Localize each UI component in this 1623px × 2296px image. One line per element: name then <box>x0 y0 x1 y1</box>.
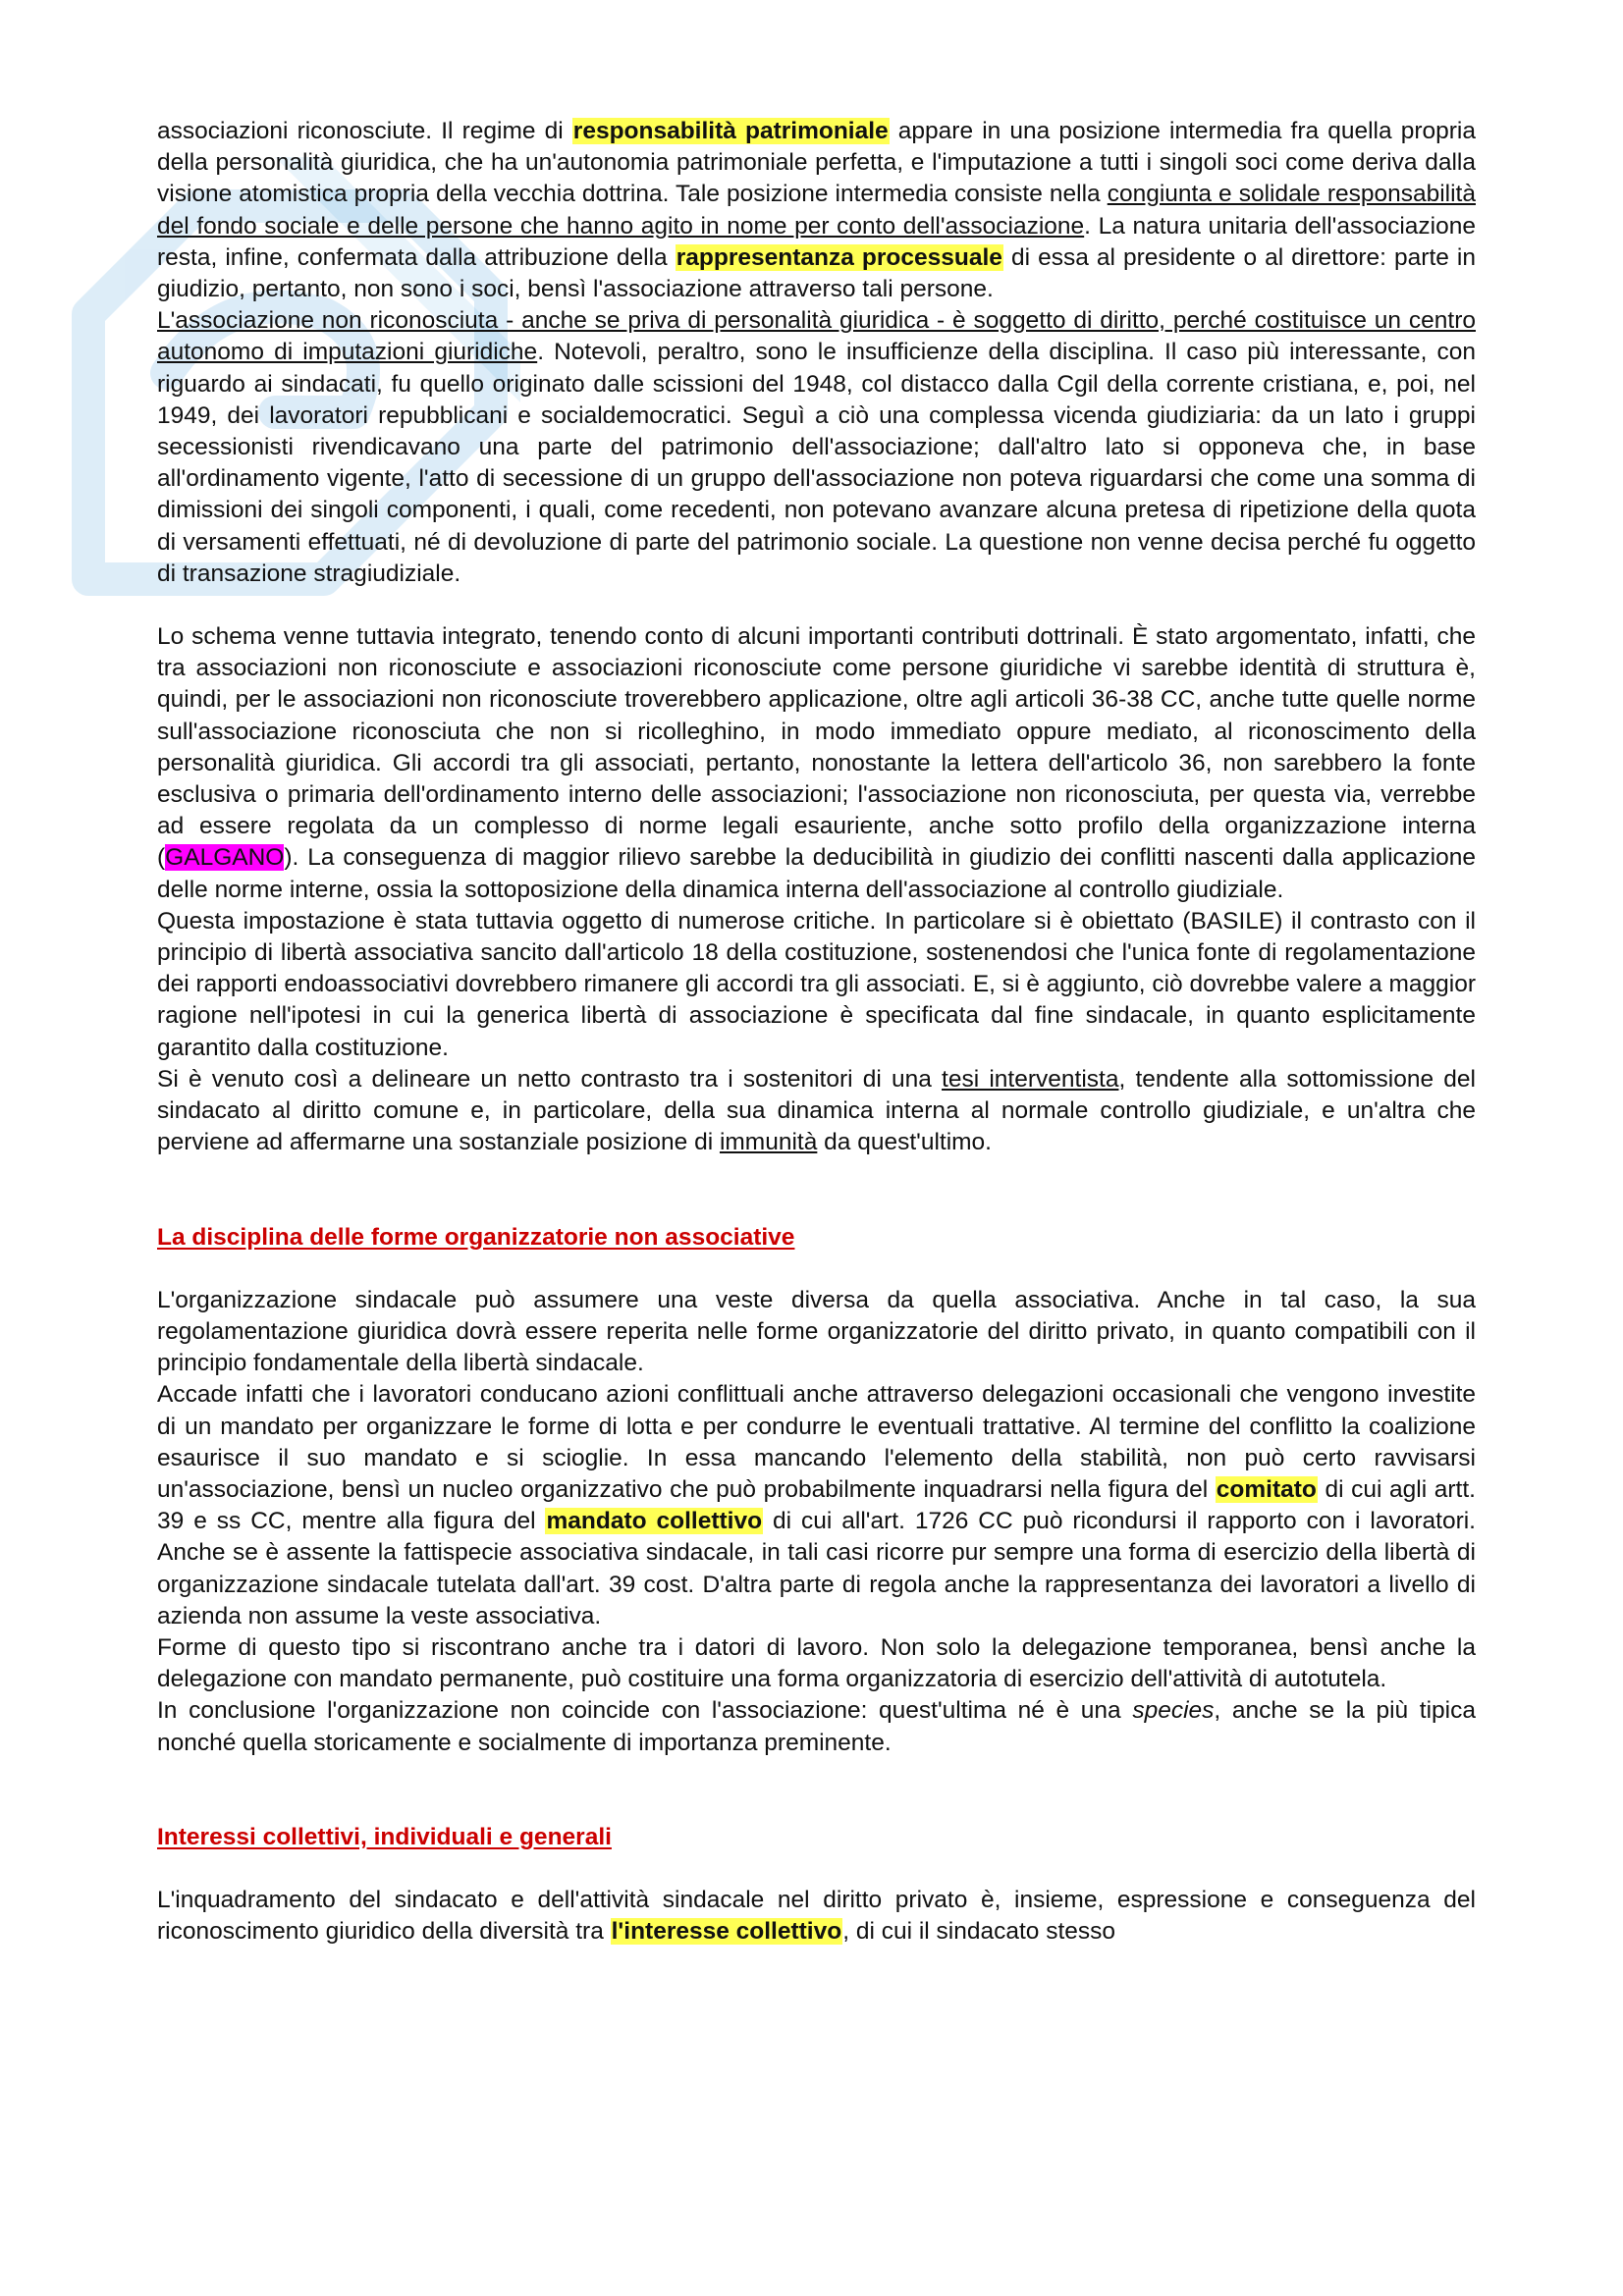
paragraph-schema-integrato: Lo schema venne tuttavia integrato, tenendo conto di alcuni importanti contributi dottrinali. È stato argomentato, infatti, che tra associazioni non riconosciute e associazioni riconosciute come persone giuridiche vi sarebbe identità di struttura è, quindi, per le associazioni non riconosciute troverebbero applicazione, oltre agli articoli 36-38 CC, anche tutte quelle norme sull'associazione riconosciuta che non si ricolleghino, in modo immediato oppure mediato, al riconoscimento della personalità giuridica. Gli accordi tra gli associati, pertanto, nonostante la lettera dell'articolo 36, non sarebbero la fonte esclusiva o primaria dell'ordinamento interno delle associazioni; l'associazione non riconosciuta, per questa via, verrebbe ad essere regolata da un complesso di norme legali esauriente, anche sotto profilo della organizzazione interna (GALGANO). La conseguenza di maggior rilievo sarebbe la deducibilità in giudizio dei conflitti nascenti dalla applicazione delle norme interne, ossia la sottoposizione della dinamica interna dell'associazione al controllo giudiziale. <box>157 623 1476 903</box>
highlight-interesse-collettivo: l'interesse collettivo <box>611 1918 842 1946</box>
paragraph-contrasto: Si è venuto così a delineare un netto contrasto tra i sostenitori di una tesi interventista, tendente alla sottomissione del sindacato al diritto comune e, in particolare, della sua dinamica interna al normale controllo giudiziale, e un'altra che perviene ad affermarne una sostanziale posizione di immunità da quest'ultimo. <box>157 1065 1476 1156</box>
paragraph-conclusione: In conclusione l'organizzazione non coincide con l'associazione: quest'ultima né è una species, anche se la più tipica nonché quella storicamente e socialmente di importanza preminente. <box>157 1697 1476 1756</box>
highlight-rappresentanza-processuale: rappresentanza processuale <box>676 243 1002 271</box>
paragraph-critiche: Questa impostazione è stata tuttavia oggetto di numerose critiche. In particolare si è obiettato (BASILE) il contrasto con il principio di libertà associativa sancito dall'articolo 18 della costituzione, sostenendosi che l'unica fonte di regolamentazione dei rapporti endoassociativi dovrebbero rimanere gli accordi tra gli associati. E, si è aggiunto, ciò dovrebbe valere a maggior ragione nell'ipotesi in cui la generica libertà di associazione è specificata dal fine sindacale, in quanto esplicitamente garantito dalla costituzione. <box>157 907 1476 1061</box>
highlight-comitato: comitato <box>1216 1475 1317 1503</box>
section-heading-interessi: Interessi collettivi, individuali e generali <box>157 1823 612 1850</box>
highlight-mandato-collettivo: mandato collettivo <box>546 1508 763 1535</box>
underline-soggetto-diritto: L'associazione non riconosciuta - anche se priva di personalità giuridica - è soggetto di diritto, perché costituisce un centro autonomo di imputazioni giuridiche <box>157 307 1476 366</box>
underline-tesi-interventista: tesi interventista <box>942 1065 1119 1093</box>
paragraph-delegazioni: Accade infatti che i lavoratori conducano azioni conflittuali anche attraverso delegazioni occasionali che vengono investite di un mandato per organizzare le forme di lotta e per condurre le eventuali trattative. Al termine del conflitto la coalizione esaurisce il suo mandato e si scioglie. In essa mancando l'elemento della stabilità, non può certo ravvisarsi un'associazione, bensì un nucleo organizzativo che può probabilmente inquadrarsi nella figura del comitato di cui agli artt. 39 e ss CC, mentre alla figura del mandato collettivo di cui all'art. 1726 CC può ricondursi il rapporto con i lavoratori. Anche se è assente la fattispecie associativa sindacale, in tali casi ricorre pur sempre una forma di esercizio della libertà di organizzazione sindacale tutelata dall'art. 39 cost. D'altra parte di regola anche la rappresentanza dei lavoratori a livello di azienda non assume la veste associativa. <box>157 1381 1476 1629</box>
highlight-galgano: GALGANO <box>165 844 285 872</box>
highlight-responsabilita-patrimoniale: responsabilità patrimoniale <box>572 118 889 144</box>
paragraph-organizzazione-sindacale: L'organizzazione sindacale può assumere una veste diversa da quella associativa. Anche in tal caso, la sua regolamentazione giuridica dovrà essere reperita nelle forme organizzatorie del diritto privato, in quanto compatibili con il principio fondamentale della libertà sindacale. <box>157 1286 1476 1377</box>
paragraph-soggetto-diritto: L'associazione non riconosciuta - anche se priva di personalità giuridica - è soggetto di diritto, perché costituisce un centro autonomo di imputazioni giuridiche. Notevoli, peraltro, sono le insufficienze della disciplina. Il caso più interessante, con riguardo ai sindacati, fu quello originato dalle scissioni del 1948, col distacco dalla Cgil della corrente cristiana, e, poi, nel 1949, dei lavoratori repubblicani e socialdemocratici. Seguì a ciò una complessa vicenda giudiziaria: da un lato i gruppi secessionisti rivendicavano una parte del patrimonio dell'associazione; dall'altro lato si opponeva che, in base all'ordinamento vigente, l'atto di secessione di un gruppo dell'associazione non poteva riguardarsi che come una somma di dimissioni dei singoli componenti, i quali, come recedenti, non potevano avanzare alcuna pretesa di ripetizione della quota di versamenti effettuati, né di devoluzione di parte del patrimonio sociale. La questione non venne decisa perché fu oggetto di transazione stragiudiziale. <box>157 307 1476 587</box>
underline-immunita: immunità <box>719 1129 818 1156</box>
paragraph-datori-lavoro: Forme di questo tipo si riscontrano anche tra i datori di lavoro. Non solo la delegazione temporanea, bensì anche la delegazione con mandato permanente, può costituire una forma organizzatoria di esercizio dell'attività di autotutela. <box>157 1633 1476 1693</box>
paragraph-responsabilita: associazioni riconosciute. Il regime di responsabilità patrimoniale appare in una posizione intermedia fra quella propria della personalità giuridica, che ha un'autonomia patrimoniale perfetta, e l'imputazione a tutti i singoli soci come deriva dalla visione atomistica propria della vecchia dottrina. Tale posizione intermedia consiste nella congiunta e solidale responsabilità del fondo sociale e delle persone che hanno agito in nome per conto dell'associazione. La natura unitaria dell'associazione resta, infine, confermata dalla attribuzione della rappresentanza processuale di essa al presidente o al direttore: parte in giudizio, pertanto, non sono i soci, bensì l'associazione attraverso tali persone. <box>157 118 1477 303</box>
paragraph-interesse-collettivo: L'inquadramento del sindacato e dell'attività sindacale nel diritto privato è, insieme, espressione e conseguenza del riconoscimento giuridico della diversità tra l'interesse collettivo, di cui il sindacato stesso <box>157 1886 1476 1946</box>
underline-responsabilita-solidale: congiunta e solidale responsabilità del fondo sociale e delle persone che hanno agito in nome per conto dell'associazione <box>157 181 1476 240</box>
italic-species: species <box>1132 1697 1215 1725</box>
document-body <box>157 116 1476 1948</box>
section-heading-forme-organizzatorie: La disciplina delle forme organizzatorie non associative <box>157 1223 795 1251</box>
